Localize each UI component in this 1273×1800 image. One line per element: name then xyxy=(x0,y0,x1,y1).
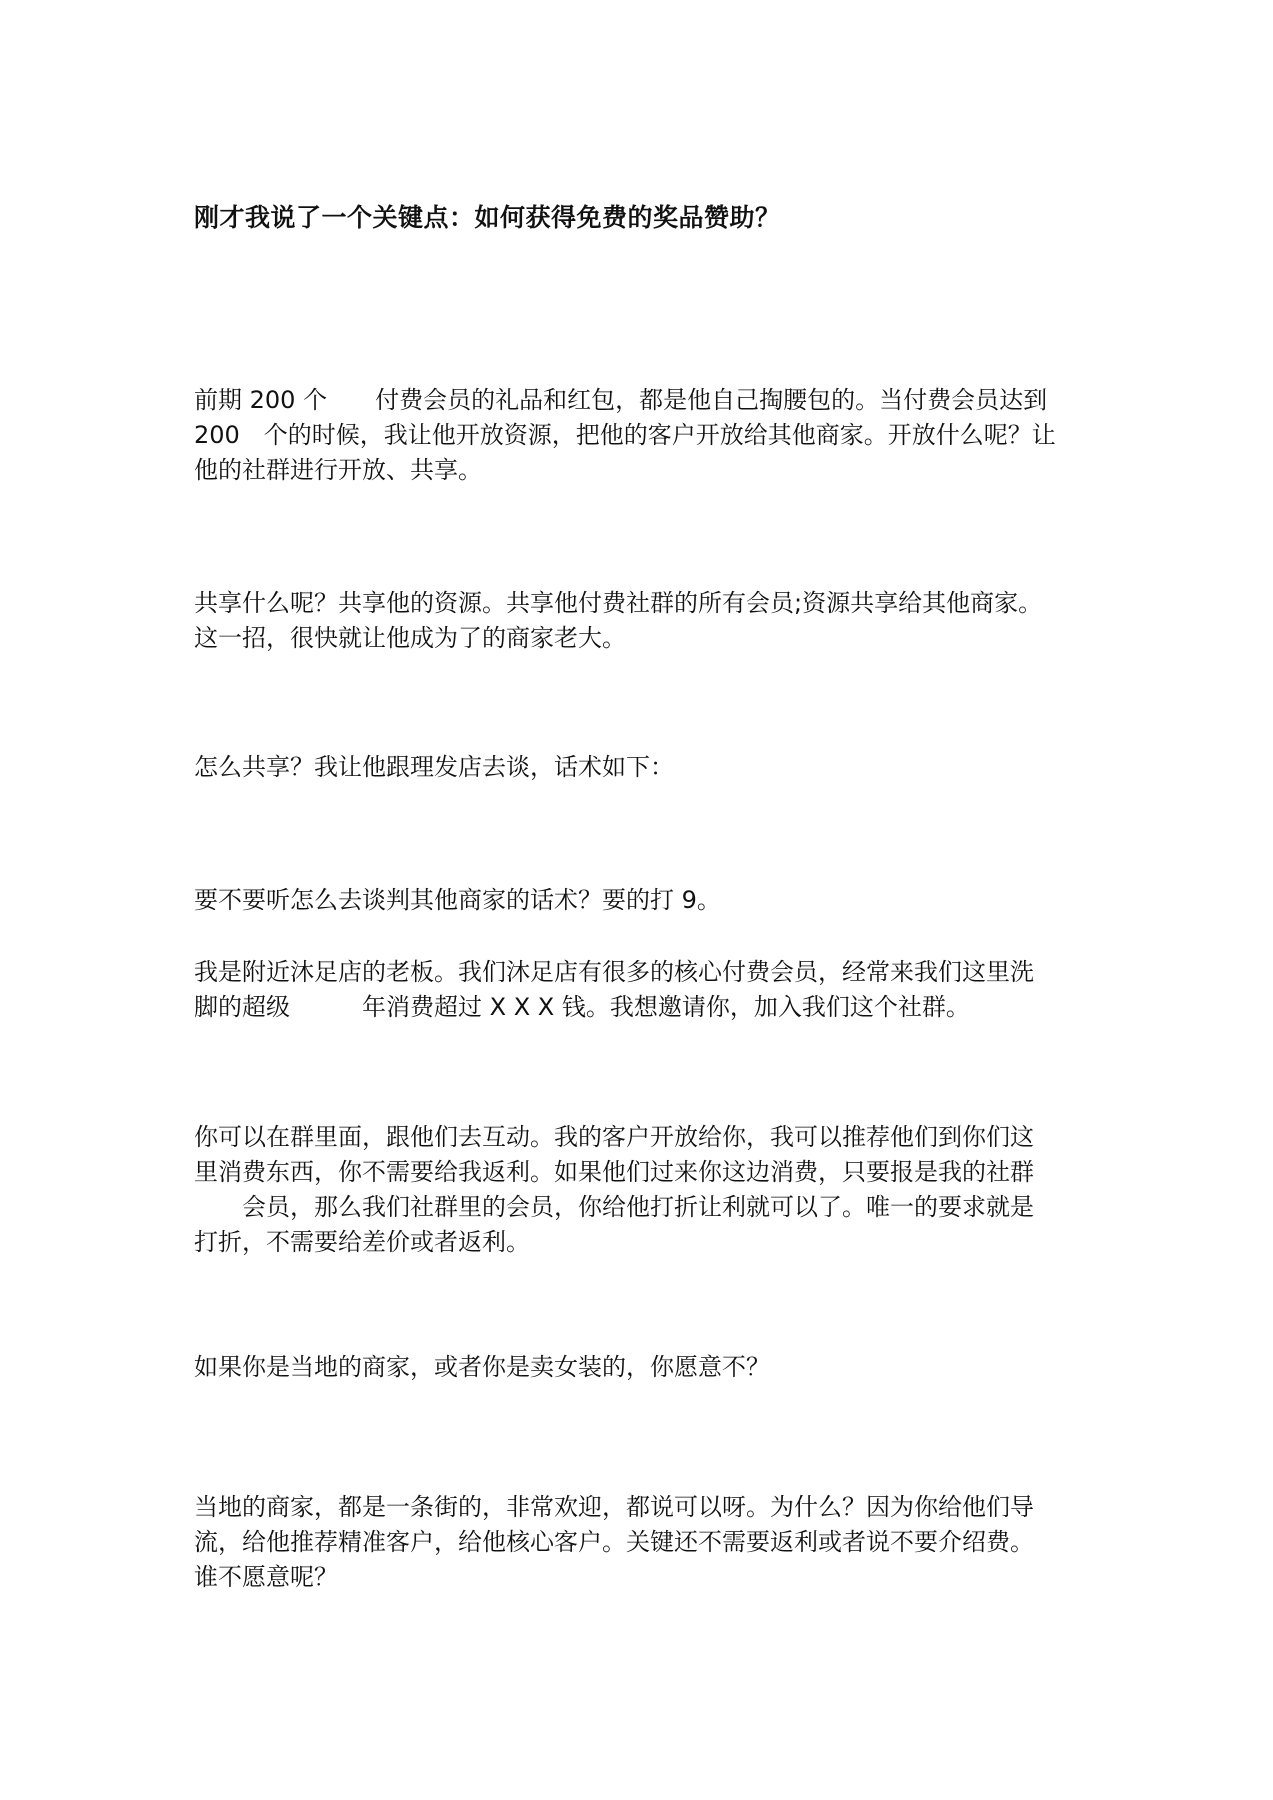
paragraph-line: 流，给他推荐精准客户，给他核心客户。关键还不需要返利或者说不要介绍费。 xyxy=(194,1528,1034,1556)
paragraph-line: 你可以在群里面，跟他们去互动。我的客户开放给你，我可以推荐他们到你们这 xyxy=(194,1123,1034,1151)
paragraph-line: 我是附近沐足店的老板。我们沐足店有很多的核心付费会员，经常来我们这里洗 xyxy=(194,958,1034,986)
paragraph-4 xyxy=(194,883,1094,918)
paragraph-5 xyxy=(194,955,1094,1025)
paragraph-line: 怎么共享？我让他跟理发店去谈，话术如下： xyxy=(194,753,674,781)
paragraph-line: 当地的商家，都是一条街的，非常欢迎，都说可以呀。为什么？因为你给他们导 xyxy=(194,1493,1034,1521)
paragraph-line: 要不要听怎么去谈判其他商家的话术？要的打 9。 xyxy=(194,886,721,914)
paragraph-2 xyxy=(194,586,1094,656)
paragraph-3 xyxy=(194,750,1094,785)
paragraph-6 xyxy=(194,1120,1094,1260)
paragraph-line: 打折，不需要给差价或者返利。 xyxy=(194,1228,530,1256)
page-title: 刚才我说了一个关键点：如何获得免费的奖品赞助？ xyxy=(194,203,781,232)
paragraph-8 xyxy=(194,1490,1094,1595)
paragraph-7 xyxy=(194,1350,1094,1385)
paragraph-line: 这一招，很快就让他成为了的商家老大。 xyxy=(194,624,626,652)
paragraph-line: 200 个的时候，我让他开放资源，把他的客户开放给其他商家。开放什么呢？让 xyxy=(194,421,1056,449)
paragraph-line: 脚的超级 年消费超过 X X X 钱。我想邀请你，加入我们这个社群。 xyxy=(194,993,970,1021)
paragraph-line: 他的社群进行开放、共享。 xyxy=(194,456,482,484)
paragraph-line: 谁不愿意呢？ xyxy=(194,1563,338,1591)
paragraph-line: 会员，那么我们社群里的会员，你给他打折让利就可以了。唯一的要求就是 xyxy=(242,1193,1034,1221)
paragraph-line: 共享什么呢？共享他的资源。共享他付费社群的所有会员;资源共享给其他商家。 xyxy=(194,589,1043,617)
paragraph-line: 如果你是当地的商家，或者你是卖女装的，你愿意不？ xyxy=(194,1353,770,1381)
paragraph-line: 里消费东西，你不需要给我返利。如果他们过来你这边消费，只要报是我的社群 xyxy=(194,1158,1034,1186)
paragraph-1 xyxy=(194,383,1094,488)
paragraph-line: 前期 200 个 付费会员的礼品和红包，都是他自己掏腰包的。当付费会员达到 xyxy=(194,386,1048,414)
